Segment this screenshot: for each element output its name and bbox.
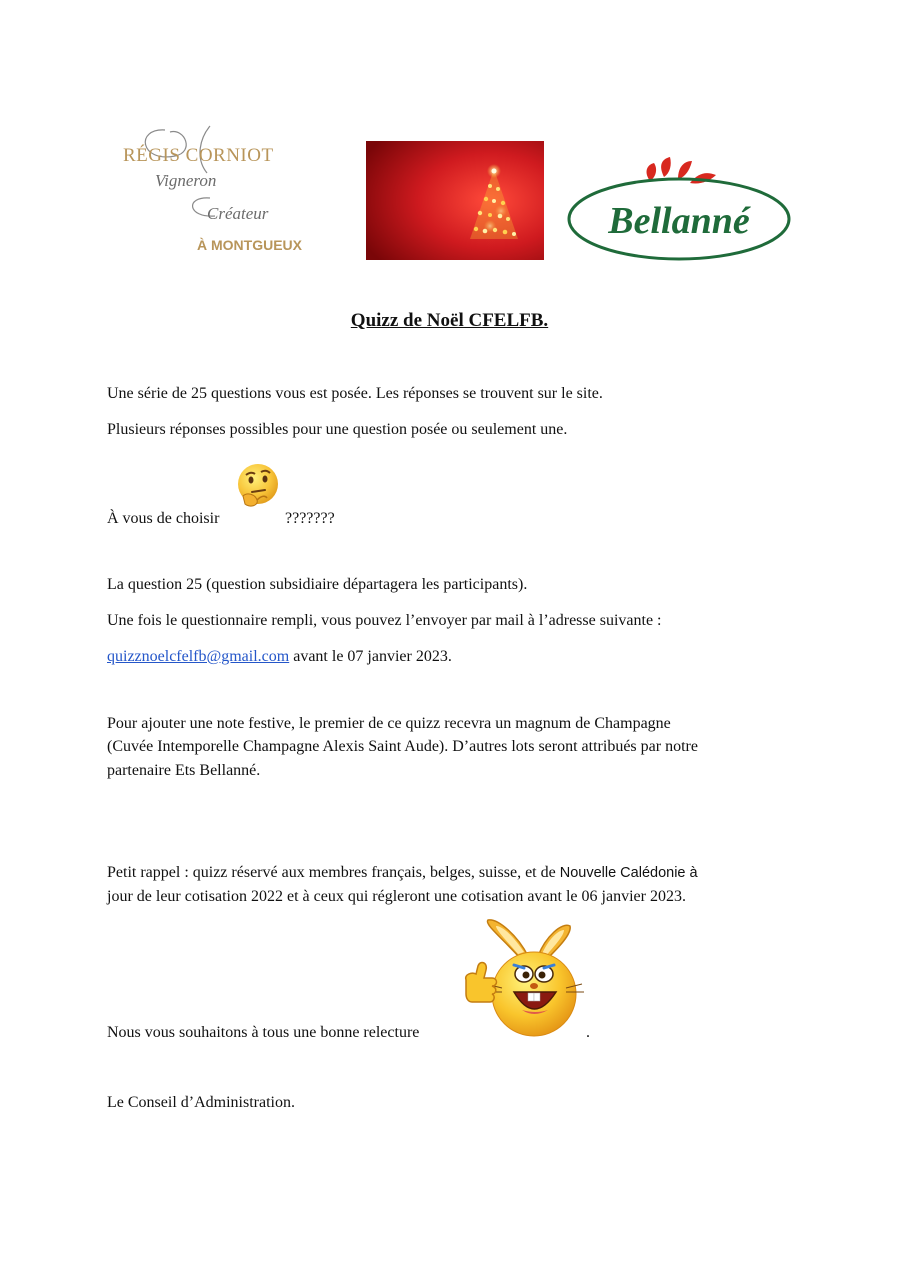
christmas-tree-image <box>366 141 544 260</box>
page-title: Quizz de Noël CFELFB. <box>350 310 549 331</box>
bellanne-name: Bellanné <box>608 200 750 242</box>
wish-end-period: . <box>586 1024 590 1041</box>
bellanne-logo <box>566 155 792 263</box>
reminder-line-2: jour de leur cotisation 2022 et à ceux qui régleront une cotisation avant le 06 janvier 2023. <box>107 888 686 905</box>
corniot-script-createur: Créateur <box>207 204 269 223</box>
prize-line-1: Pour ajouter une note festive, le premier de ce quizz recevra un magnum de Champagne <box>107 715 671 732</box>
reminder-text-b: Nouvelle Calédonie <box>559 865 686 881</box>
email-line <box>107 645 807 669</box>
signature: Le Conseil d’Administration. <box>107 1094 295 1111</box>
corniot-logo <box>115 118 330 263</box>
wish-line <box>107 1021 807 1045</box>
corniot-script-vigneron: Vigneron <box>155 171 217 190</box>
reminder-text-c: à <box>685 865 698 881</box>
email-link[interactable]: quizznoelcfelfb@gmail.com <box>107 648 290 665</box>
choose-marks: ??????? <box>285 510 335 527</box>
reminder-text-a: Petit rappel : quizz réservé aux membres français, belges, suisse, et de <box>107 864 560 881</box>
prize-line-2: (Cuvée Intemporelle Champagne Alexis Saint Aude). D’autres lots seront attribués par notre <box>107 738 698 755</box>
choose-text: À vous de choisir <box>107 510 220 527</box>
reminder-line-1 <box>107 861 807 885</box>
thinking-face-icon <box>235 462 281 510</box>
choose-line <box>107 507 807 531</box>
deadline-text: avant le 07 janvier 2023. <box>289 648 452 665</box>
send-instructions: Une fois le questionnaire rempli, vous pouvez l’envoyer par mail à l’adresse suivante : <box>107 612 662 629</box>
wish-text: Nous vous souhaitons à tous une bonne relecture <box>107 1024 420 1041</box>
intro-line-1: Une série de 25 questions vous est posée. Les réponses se trouvent sur le site. <box>107 385 603 402</box>
prize-line-3: partenaire Ets Bellanné. <box>107 762 261 779</box>
corniot-name: RÉGIS CORNIOT <box>123 145 274 166</box>
corniot-place: À MONTGUEUX <box>197 237 302 253</box>
intro-line-2: Plusieurs réponses possibles pour une question posée ou seulement une. <box>107 421 568 438</box>
question-25-note: La question 25 (question subsidiaire départagera les participants). <box>107 576 528 593</box>
